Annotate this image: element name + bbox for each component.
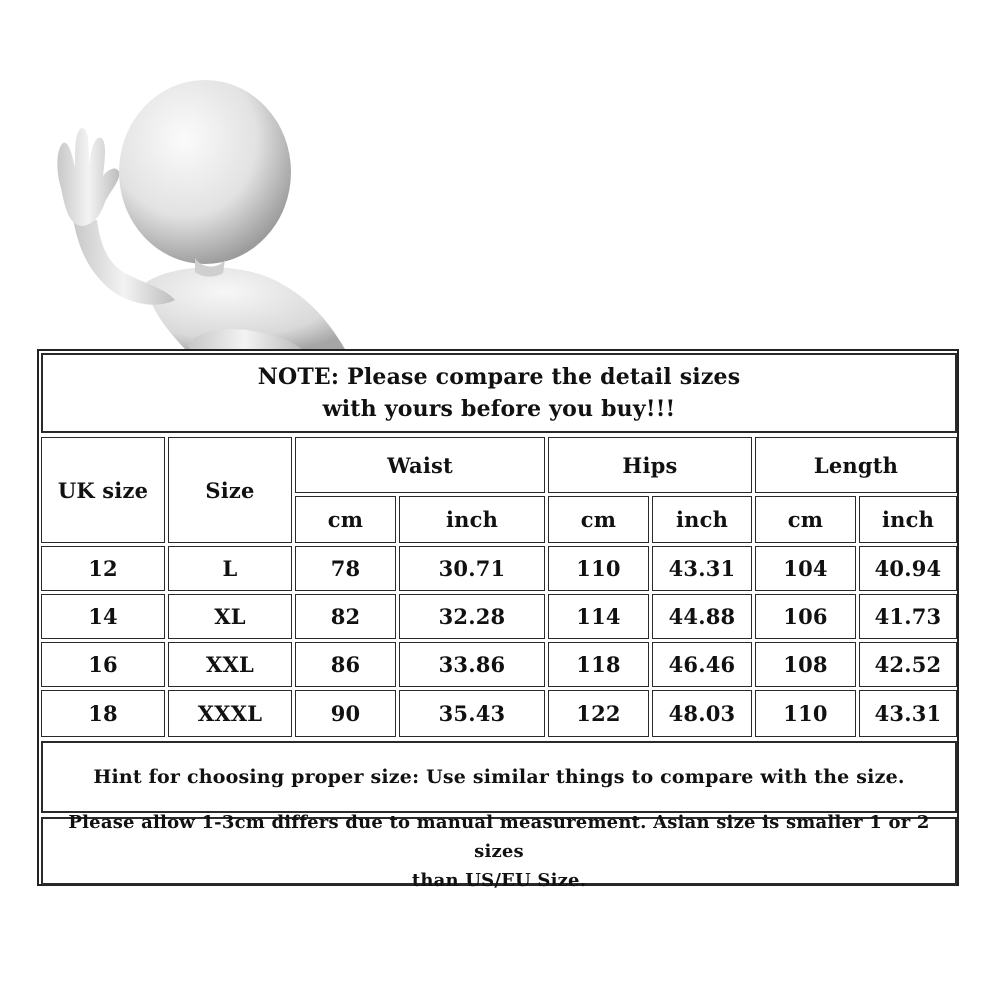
cell-hips-inch: 48.03 [652,690,752,737]
cell-length-inch: 42.52 [859,642,957,687]
cell-hips-cm: 114 [548,594,649,639]
cell-length-cm: 106 [755,594,856,639]
header-waist-cm: cm [295,496,396,543]
cell-waist-cm: 78 [295,546,396,591]
disclaimer-line-1: Please allow 1-3cm differs due to manual measurement. Asian size is smaller 1 or 2 sizes [68,811,930,862]
cell-uk: 14 [41,594,165,639]
cell-waist-inch: 35.43 [399,690,545,737]
header-length-inch: inch [859,496,957,543]
cell-size: XL [168,594,292,639]
cell-waist-cm: 82 [295,594,396,639]
header-hips: Hips [548,437,752,493]
header-uk-size: UK size [41,437,165,543]
cell-waist-cm: 90 [295,690,396,737]
header-waist: Waist [295,437,545,493]
cell-length-cm: 108 [755,642,856,687]
cell-length-inch: 41.73 [859,594,957,639]
cell-length-cm: 104 [755,546,856,591]
header-hips-inch: inch [652,496,752,543]
cell-length-cm: 110 [755,690,856,737]
hint-text: Hint for choosing proper size: Use similar things to compare with the size. [41,741,957,813]
cell-size: XXL [168,642,292,687]
cell-hips-inch: 46.46 [652,642,752,687]
cell-uk: 16 [41,642,165,687]
header-size: Size [168,437,292,543]
cell-waist-inch: 30.71 [399,546,545,591]
disclaimer-line-2: than US/EU Size. [411,869,587,891]
header-length: Length [755,437,957,493]
cell-size: L [168,546,292,591]
cell-hips-cm: 118 [548,642,649,687]
cell-length-inch: 40.94 [859,546,957,591]
disclaimer [41,811,957,891]
cell-hips-inch: 44.88 [652,594,752,639]
note-banner [41,353,957,433]
note-line-2: with yours before you buy!!! [322,396,676,422]
note-line-1: NOTE: Please compare the detail sizes [257,364,741,390]
cell-waist-inch: 33.86 [399,642,545,687]
cell-uk: 18 [41,690,165,737]
size-chart [37,349,959,891]
header-length-cm: cm [755,496,856,543]
cell-uk: 12 [41,546,165,591]
header-waist-inch: inch [399,496,545,543]
cell-hips-cm: 122 [548,690,649,737]
cell-hips-inch: 43.31 [652,546,752,591]
cell-length-inch: 43.31 [859,690,957,737]
cell-hips-cm: 110 [548,546,649,591]
cell-size: XXXL [168,690,292,737]
cell-waist-cm: 86 [295,642,396,687]
cell-waist-inch: 32.28 [399,594,545,639]
header-hips-cm: cm [548,496,649,543]
